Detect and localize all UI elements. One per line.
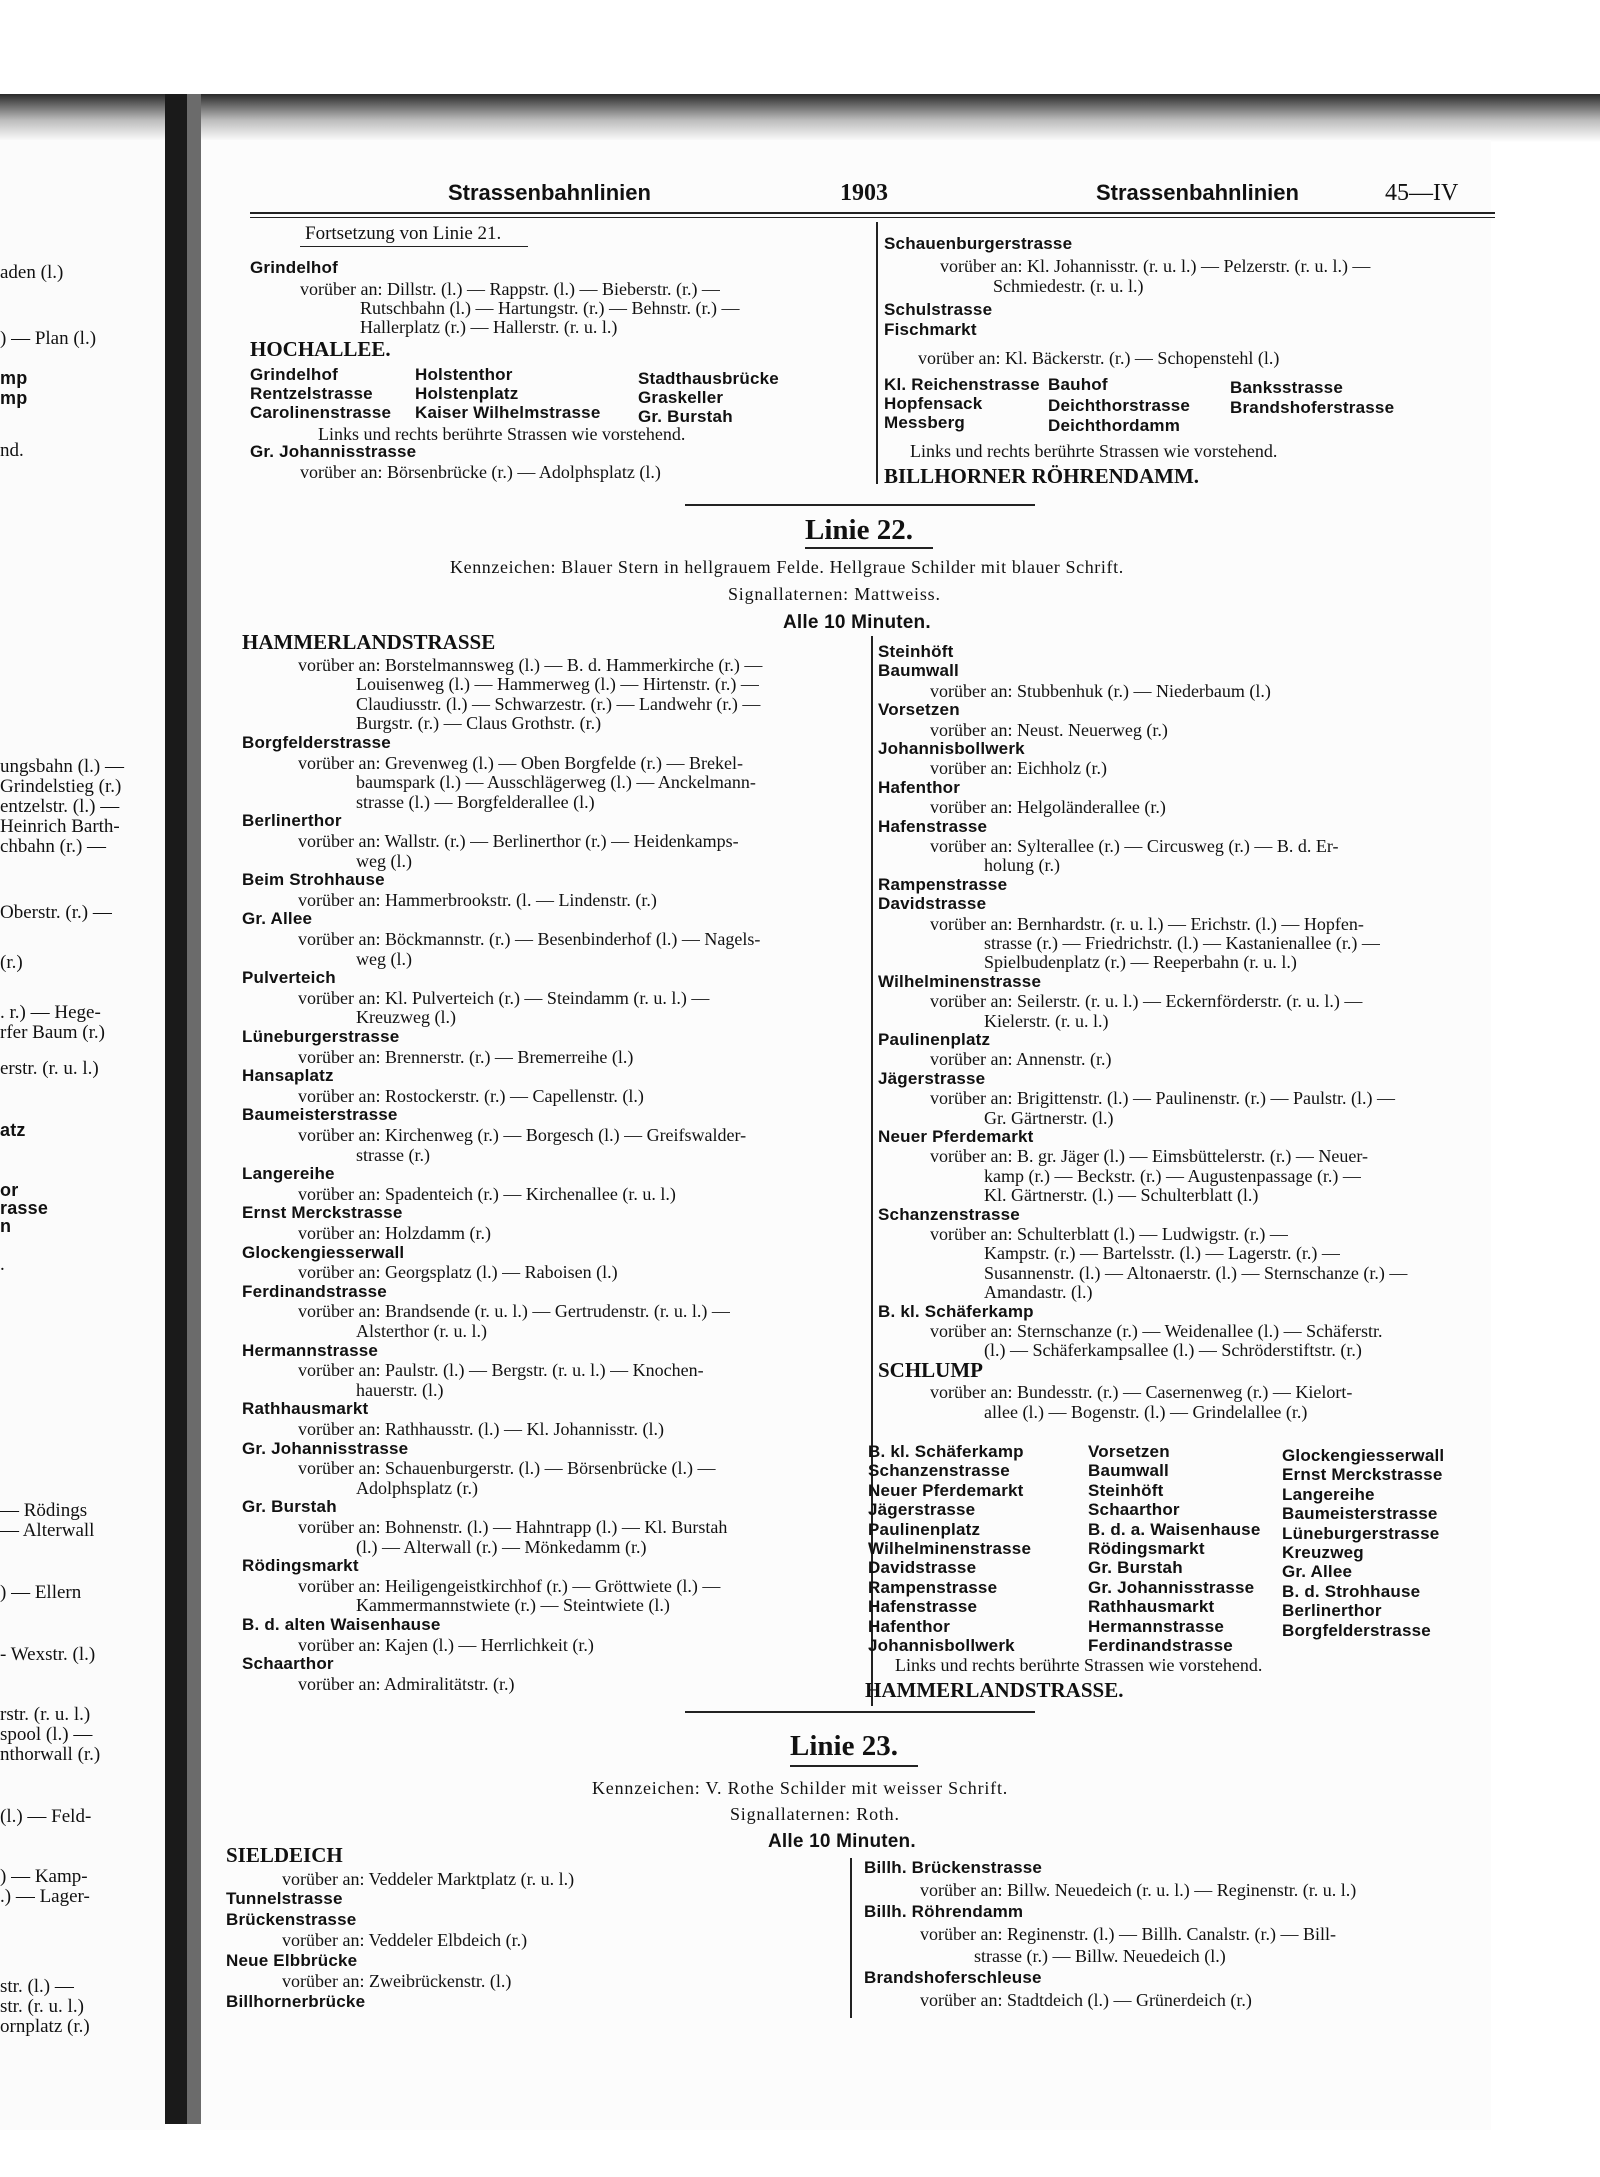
stop-name: Baumwall	[878, 661, 959, 681]
continuation-underline	[300, 246, 528, 247]
grid-stop: Davidstrasse	[868, 1558, 977, 1578]
left-page-text: spool (l.) —	[0, 1724, 93, 1745]
left-page-text: — Rödings	[0, 1500, 88, 1521]
grid-stop: Messberg	[884, 413, 965, 432]
links-note: Links und rechts berührte Strassen wie vorstehend.	[910, 441, 1278, 461]
left-page-text: nd.	[0, 440, 24, 461]
grid-stop: Berlinerthor	[1282, 1601, 1382, 1621]
left-page-text: chbahn (r.) —	[0, 836, 107, 857]
left-page-text: ) — Kamp-	[0, 1866, 88, 1887]
passing-line-cont: (l.) — Schäferkampsallee (l.) — Schröderstiftstr. (r.)	[984, 1340, 1362, 1361]
section-rule	[685, 504, 1035, 506]
left-page-text: (l.) — Feld-	[0, 1806, 92, 1827]
stop-name: Hafenthor	[878, 777, 961, 797]
left-page-text: — Alterwall	[0, 1520, 95, 1541]
passing-line: vorüber an: Billw. Neuedeich (r. u. l.) — Reginenstr. (r. u. l.)	[920, 1880, 1357, 1900]
grid-stop: Kl. Reichenstrasse	[884, 375, 1040, 394]
left-page-text: nthorwall (r.)	[0, 1744, 101, 1765]
left-page-text: - Wexstr. (l.)	[0, 1644, 96, 1665]
passing-line-cont: Kammermannstwiete (r.) — Steintwiete (l.)	[356, 1595, 670, 1616]
passing-line: vorüber an: Stubbenhuk (r.) — Niederbaum (l.)	[930, 680, 1271, 701]
stop-name: Neuer Pferdemarkt	[878, 1127, 1034, 1146]
grid-stop: Hafenstrasse	[868, 1597, 978, 1617]
left-page-text: str. (l.) —	[0, 1976, 74, 1997]
header-year: 1903	[840, 180, 888, 206]
continuation-note: Fortsetzung von Linie 21.	[305, 223, 502, 244]
links-note: Links und rechts berührte Strassen wie vorstehend.	[318, 424, 686, 444]
stop-name: Pulverteich	[242, 968, 336, 988]
line-22-frequency: Alle 10 Minuten.	[783, 612, 931, 633]
grid-stop: Glockengiesserwall	[1282, 1446, 1445, 1465]
stop-schulstrasse: Schulstrasse	[884, 300, 993, 319]
passing-line: vorüber an: Bohnenstr. (l.) — Hahntrapp (l.) — Kl. Burstah	[298, 1517, 728, 1537]
left-page-text: ) — Plan (l.)	[0, 328, 97, 349]
stop-name: Ferdinandstrasse	[242, 1281, 387, 1301]
passing-line-cont: Alsterthor (r. u. l.)	[356, 1321, 487, 1341]
passing-line: vorüber an: Schauenburgerstr. (l.) — Börsenbrücke (l.) —	[298, 1458, 716, 1479]
left-page-text: . r.) — Hege-	[0, 1002, 101, 1023]
grid-stop: Langereihe	[1282, 1484, 1375, 1504]
stop-name: Billh. Brückenstrasse	[864, 1858, 1043, 1877]
left-page-text: rfer Baum (r.)	[0, 1022, 105, 1043]
grid-stop: Rödingsmarkt	[1088, 1539, 1205, 1558]
terminus-hochallee: HOCHALLEE.	[250, 337, 391, 361]
stop-schauenburgerstrasse: Schauenburgerstrasse	[884, 234, 1073, 253]
passing-line: vorüber an: Georgsplatz (l.) — Raboisen (l.)	[298, 1262, 618, 1283]
passing-line: vorüber an: Veddeler Marktplatz (r. u. l.)	[282, 1868, 575, 1889]
passing-line-cont: Adolphsplatz (r.)	[356, 1477, 478, 1498]
left-page-text: .	[0, 1254, 5, 1275]
left-page-text: atz	[0, 1120, 26, 1140]
passing-line-cont: hauerstr. (l.)	[356, 1379, 444, 1400]
grid-stop: Grindelhof	[250, 365, 338, 384]
passing-line-cont: Louisenweg (l.) — Hammerweg (l.) — Hirtenstr. (r.) —	[356, 674, 759, 695]
left-page-text: Heinrich Barth-	[0, 816, 120, 837]
grid-stop: B. d. Strohhause	[1282, 1581, 1421, 1601]
stop-name: Brückenstrasse	[226, 1909, 357, 1929]
passing-line: vorüber an: Kl. Bäckerstr. (r.) — Schopenstehl (l.)	[918, 348, 1280, 368]
terminus-name: HAMMERLANDSTRASSE	[242, 630, 496, 654]
column-divider-23	[850, 1858, 852, 2018]
passing-line-cont: Claudiusstr. (l.) — Schwarzestr. (r.) — Landwehr (r.) —	[356, 693, 761, 714]
passing-line-cont: Gr. Gärtnerstr. (l.)	[984, 1107, 1114, 1128]
passing-line: vorüber an: Bundesstr. (r.) — Casernenweg (r.) — Kielort-	[930, 1382, 1353, 1403]
stop-name: Schanzenstrasse	[878, 1204, 1020, 1224]
passing-line: vorüber an: Heiligengeistkirchhof (r.) — Gröttwiete (l.) —	[298, 1575, 721, 1596]
left-page-fragment	[0, 140, 165, 2130]
passing-line: vorüber an: Sternschanze (r.) — Weidenallee (l.) — Schäferstr.	[930, 1321, 1383, 1341]
stop-name: Rödingsmarkt	[242, 1556, 359, 1576]
passing-line: vorüber an: Rathhausstr. (l.) — Kl. Johannisstr. (l.)	[298, 1419, 664, 1439]
line-23-frequency: Alle 10 Minuten.	[768, 1831, 916, 1852]
passing-line: Rutschbahn (l.) — Hartungstr. (r.) — Behnstr. (r.) —	[360, 298, 740, 318]
stop-name: Gr. Burstah	[242, 1497, 337, 1517]
stop-name: Baumeisterstrasse	[242, 1105, 398, 1125]
passing-line-cont: Kreuzweg (l.)	[356, 1007, 456, 1028]
left-page-text: rasse	[0, 1198, 49, 1218]
section-rule	[685, 1711, 1035, 1713]
grid-stop: Johannisbollwerk	[868, 1636, 1015, 1655]
passing-line-cont: Kampstr. (r.) — Bartelsstr. (l.) — Lagerstr. (r.) —	[984, 1243, 1340, 1264]
stop-name: Billh. Röhrendamm	[864, 1902, 1024, 1921]
passing-line-cont: weg (l.)	[356, 850, 412, 871]
passing-line: vorüber an: Eichholz (r.)	[930, 758, 1107, 779]
terminus-name: SIELDEICH	[226, 1843, 343, 1867]
passing-line-cont: Spielbudenplatz (r.) — Reeperbahn (r. u. l.)	[984, 952, 1297, 973]
passing-line-cont: Burgstr. (r.) — Claus Grothstr. (r.)	[356, 713, 602, 734]
grid-stop: Hermannstrasse	[1088, 1616, 1225, 1636]
passing-line: vorüber an: Borstelmannsweg (l.) — B. d. Hammerkirche (r.) —	[298, 654, 763, 675]
passing-line-cont: allee (l.) — Bogenstr. (l.) — Grindelallee (r.)	[984, 1401, 1308, 1422]
stop-name: Gr. Johannisstrasse	[242, 1438, 409, 1458]
left-page-text: or	[0, 1180, 19, 1200]
left-page-text: .) — Lager-	[0, 1886, 90, 1907]
stop-grindelhof: Grindelhof	[250, 258, 338, 277]
line-22-signal: Signallaternen: Mattweiss.	[728, 584, 941, 604]
grid-stop: Gr. Allee	[1282, 1562, 1353, 1582]
grid-stop: Deichthorstrasse	[1048, 396, 1191, 415]
grid-stop: Schaarthor	[1088, 1500, 1180, 1520]
passing-line-cont: weg (l.)	[356, 948, 412, 969]
stop-name: Langereihe	[242, 1164, 335, 1184]
stop-johannisstrasse: Gr. Johannisstrasse	[250, 442, 417, 461]
stop-name: Beim Strohhause	[242, 870, 385, 890]
grid-stop: Vorsetzen	[1088, 1442, 1170, 1461]
grid-stop: Kreuzweg	[1282, 1543, 1364, 1562]
left-page-text: erstr. (r. u. l.)	[0, 1058, 99, 1079]
grid-stop: Brandshoferstrasse	[1230, 398, 1395, 417]
grid-stop: Holstenplatz	[415, 384, 519, 403]
stop-name: Glockengiesserwall	[242, 1242, 405, 1262]
stop-name: Neue Elbbrücke	[226, 1950, 358, 1970]
left-page-text: rstr. (r. u. l.)	[0, 1704, 91, 1725]
page-number: 45—IV	[1385, 180, 1459, 206]
passing-line: vorüber an: Börsenbrücke (r.) — Adolphsplatz (l.)	[300, 462, 661, 482]
grid-stop: Borgfelderstrasse	[1282, 1620, 1431, 1640]
passing-line: vorüber an: Hammerbrookstr. (l. — Lindenstr. (r.)	[298, 889, 657, 910]
passing-line-cont: strasse (r.) — Billw. Neuedeich (l.)	[974, 1946, 1226, 1966]
grid-stop: B. d. a. Waisenhause	[1088, 1519, 1261, 1539]
grid-stop: Hafenthor	[868, 1616, 951, 1636]
stop-name: Wilhelminenstrasse	[878, 971, 1042, 991]
header-right: Strassenbahnlinien	[1096, 180, 1299, 205]
stop-name: B. d. alten Waisenhause	[242, 1615, 441, 1634]
passing-line: Hallerplatz (r.) — Hallerstr. (r. u. l.)	[360, 317, 618, 337]
passing-line: vorüber an: Brennerstr. (r.) — Bremerreihe (l.)	[298, 1046, 634, 1067]
passing-line-cont: strasse (r.) — Friedrichstr. (l.) — Kastanienallee (r.) —	[984, 933, 1380, 953]
left-page-text: str. (r. u. l.)	[0, 1996, 84, 2017]
passing-line: vorüber an: Sylterallee (r.) — Circusweg (r.) — B. d. Er-	[930, 836, 1339, 856]
stop-name: Vorsetzen	[878, 700, 960, 720]
grid-stop: B. kl. Schäferkamp	[868, 1442, 1024, 1461]
grid-stop: Ernst Merckstrasse	[1282, 1465, 1443, 1485]
left-page-text: mp	[0, 388, 28, 408]
passing-line: Schmiedestr. (r. u. l.)	[993, 276, 1144, 296]
stop-name: Tunnelstrasse	[226, 1889, 343, 1908]
line-22-kennzeichen: Kennzeichen: Blauer Stern in hellgrauem Felde. Hellgraue Schilder mit blauer Schrift.	[450, 557, 1124, 577]
left-page-text: n	[0, 1216, 12, 1236]
grid-stop: Wilhelminenstrasse	[868, 1539, 1032, 1558]
left-page-text: ungsbahn (l.) —	[0, 756, 125, 777]
passing-line: vorüber an: Reginenstr. (l.) — Billh. Canalstr. (r.) — Bill-	[920, 1924, 1336, 1944]
grid-stop: Gr. Burstah	[638, 407, 733, 426]
line-23-signal: Signallaternen: Roth.	[730, 1804, 900, 1824]
passing-line: vorüber an: Wallstr. (r.) — Berlinerthor (r.) — Heidenkamps-	[298, 831, 739, 851]
header-rule	[250, 212, 1495, 214]
passing-line-cont: Kl. Gärtnerstr. (l.) — Schulterblatt (l.)	[984, 1185, 1259, 1206]
passing-line-cont: (l.) — Alterwall (r.) — Mönkedamm (r.)	[356, 1536, 647, 1557]
grid-stop: Carolinenstrasse	[250, 403, 392, 422]
links-note: Links und rechts berührte Strassen wie vorstehend.	[895, 1655, 1263, 1675]
passing-line: vorüber an: Brandsende (r. u. l.) — Gertrudenstr. (r. u. l.) —	[298, 1301, 730, 1322]
stop-name: Ernst Merckstrasse	[242, 1203, 403, 1223]
title-underline	[805, 547, 933, 549]
stop-name: Lüneburgerstrasse	[242, 1027, 400, 1046]
column-divider-top	[876, 222, 878, 484]
stop-name: Hermannstrasse	[242, 1340, 379, 1360]
passing-line: vorüber an: Helgoländerallee (r.)	[930, 797, 1166, 818]
passing-line-cont: strasse (r.)	[356, 1144, 430, 1165]
header-rule-2	[250, 217, 1495, 218]
grid-stop: Rathhausmarkt	[1088, 1597, 1215, 1617]
passing-line: vorüber an: Kl. Johannisstr. (r. u. l.) — Pelzerstr. (r. u. l.) —	[940, 256, 1371, 276]
passing-line: vorüber an: Schulterblatt (l.) — Ludwigstr. (r.) —	[930, 1224, 1288, 1244]
left-page-text: ornplatz (r.)	[0, 2016, 90, 2037]
left-page-text: entzelstr. (l.) —	[0, 796, 120, 817]
passing-line: vorüber an: Seilerstr. (r. u. l.) — Eckernförderstr. (r. u. l.) —	[930, 991, 1363, 1012]
stop-name: Paulinenplatz	[878, 1030, 991, 1049]
grid-stop: Ferdinandstrasse	[1088, 1636, 1233, 1655]
grid-stop: Baumwall	[1088, 1461, 1169, 1481]
passing-line-cont: baumspark (l.) — Ausschlägerweg (l.) — Anckelmann-	[356, 772, 756, 793]
passing-line-cont: holung (r.)	[984, 855, 1060, 876]
passing-line-cont: kamp (r.) — Beckstr. (r.) — Augustenpassage (r.) —	[984, 1165, 1361, 1186]
passing-line: vorüber an: Kirchenweg (r.) — Borgesch (l.) — Greifswalder-	[298, 1125, 747, 1145]
passing-line: vorüber an: Bernhardstr. (r. u. l.) — Erichstr. (l.) — Hopfen-	[930, 913, 1364, 934]
stop-name: Johannisbollwerk	[878, 739, 1025, 758]
grid-stop: Banksstrasse	[1230, 378, 1343, 397]
passing-line: vorüber an: Zweibrückenstr. (l.)	[282, 1971, 512, 1991]
grid-stop: Holstenthor	[415, 365, 513, 384]
title-underline	[790, 1765, 918, 1767]
grid-stop: Paulinenplatz	[868, 1519, 981, 1539]
grid-stop: Rentzelstrasse	[250, 384, 373, 403]
terminus-billhorner: BILLHORNER RÖHRENDAMM.	[884, 464, 1200, 488]
passing-line: vorüber an: Paulstr. (l.) — Bergstr. (r. u. l.) — Knochen-	[298, 1360, 704, 1381]
passing-line: vorüber an: Holzdamm (r.)	[298, 1223, 491, 1243]
stop-name: Jägerstrasse	[878, 1068, 986, 1088]
passing-line: vorüber an: Neust. Neuerweg (r.)	[930, 719, 1168, 740]
line-22-title: Linie 22.	[805, 514, 913, 546]
passing-line: vorüber an: Stadtdeich (l.) — Grünerdeich (r.)	[920, 1990, 1252, 2010]
grid-stop: Gr. Johannisstrasse	[1088, 1577, 1255, 1597]
passing-line: vorüber an: Rostockerstr. (r.) — Capellenstr. (l.)	[298, 1085, 644, 1106]
stop-name: Hansaplatz	[242, 1066, 334, 1086]
stop-name: Gr. Allee	[242, 909, 313, 929]
passing-line: vorüber an: B. gr. Jäger (l.) — Eimsbüttelerstr. (r.) — Neuer-	[930, 1146, 1369, 1167]
stop-name: Schaarthor	[242, 1654, 334, 1674]
stop-fischmarkt: Fischmarkt	[884, 320, 977, 339]
passing-line-cont: Amandastr. (l.)	[984, 1282, 1093, 1303]
passing-line-cont: Kielerstr. (r. u. l.)	[984, 1010, 1109, 1031]
passing-line: vorüber an: Kajen (l.) — Herrlichkeit (r.)	[298, 1634, 594, 1655]
passing-line: vorüber an: Kl. Pulverteich (r.) — Steindamm (r. u. l.) —	[298, 987, 710, 1008]
grid-stop: Deichthordamm	[1048, 416, 1181, 435]
passing-line: vorüber an: Annenstr. (r.)	[930, 1049, 1112, 1070]
stop-name: Rathhausmarkt	[242, 1399, 369, 1419]
passing-line: vorüber an: Grevenweg (l.) — Oben Borgfelde (r.) — Brekel-	[298, 752, 744, 773]
stop-name: Steinhöft	[878, 642, 954, 661]
stop-name: Rampenstrasse	[878, 874, 1008, 894]
terminus-name: SCHLUMP	[878, 1357, 983, 1382]
grid-stop: Neuer Pferdemarkt	[868, 1480, 1024, 1500]
left-page-text: Oberstr. (r.) —	[0, 902, 112, 923]
left-page-text: mp	[0, 368, 28, 388]
header-left: Strassenbahnlinien	[448, 180, 651, 205]
left-page-text: ) — Ellern	[0, 1582, 82, 1603]
passing-line: vorüber an: Brigittenstr. (l.) — Paulinenstr. (r.) — Paulstr. (l.) —	[930, 1088, 1395, 1109]
grid-stop: Jägerstrasse	[868, 1500, 976, 1520]
grid-stop: Bauhof	[1048, 375, 1108, 394]
left-page-text: (r.)	[0, 952, 23, 973]
grid-stop: Lüneburgerstrasse	[1282, 1523, 1440, 1543]
passing-line: vorüber an: Admiralitätstr. (r.)	[298, 1673, 515, 1694]
grid-stop: Baumeisterstrasse	[1282, 1504, 1438, 1524]
grid-stop: Kaiser Wilhelmstrasse	[415, 403, 601, 422]
stop-name: B. kl. Schäferkamp	[878, 1301, 1034, 1321]
book-gutter	[165, 94, 187, 2124]
grid-stop: Graskeller	[638, 388, 724, 407]
left-page-text: aden (l.)	[0, 262, 64, 283]
grid-stop: Gr. Burstah	[1088, 1558, 1183, 1578]
stop-name: Berlinerthor	[242, 811, 342, 831]
grid-stop: Steinhöft	[1088, 1480, 1164, 1500]
grid-stop: Stadthausbrücke	[638, 369, 779, 388]
stop-name: Brandshoferschleuse	[864, 1968, 1042, 1987]
passing-line: vorüber an: Spadenteich (r.) — Kirchenallee (r. u. l.)	[298, 1183, 676, 1204]
stop-name: Davidstrasse	[878, 894, 987, 914]
left-page-text: Grindelstieg (r.)	[0, 776, 122, 797]
stop-name: Hafenstrasse	[878, 816, 988, 836]
passing-line: vorüber an: Dillstr. (l.) — Rappstr. (l.) — Bieberstr. (r.) —	[300, 279, 720, 299]
grid-stop: Schanzenstrasse	[868, 1461, 1010, 1481]
passing-line: vorüber an: Veddeler Elbdeich (r.)	[282, 1930, 528, 1950]
stop-name: Billhornerbrücke	[226, 1991, 366, 2011]
passing-line-cont: Susannenstr. (l.) — Altonaerstr. (l.) — Sternschanze (r.) —	[984, 1262, 1408, 1283]
book-gutter-edge	[187, 94, 201, 2124]
stop-name: Borgfelderstrasse	[242, 733, 391, 752]
passing-line-cont: strasse (l.) — Borgfelderallee (l.)	[356, 791, 595, 812]
grid-stop: Rampenstrasse	[868, 1577, 998, 1597]
terminus-hammerlandstrasse: HAMMERLANDSTRASSE.	[865, 1678, 1124, 1702]
line-23-title: Linie 23.	[790, 1730, 898, 1762]
passing-line: vorüber an: Böckmannstr. (r.) — Besenbinderhof (l.) — Nagels-	[298, 929, 761, 949]
grid-stop: Hopfensack	[884, 394, 983, 413]
scan-top-shadow	[0, 94, 1600, 142]
line-23-kennzeichen: Kennzeichen: V. Rothe Schilder mit weisser Schrift.	[592, 1778, 1009, 1798]
